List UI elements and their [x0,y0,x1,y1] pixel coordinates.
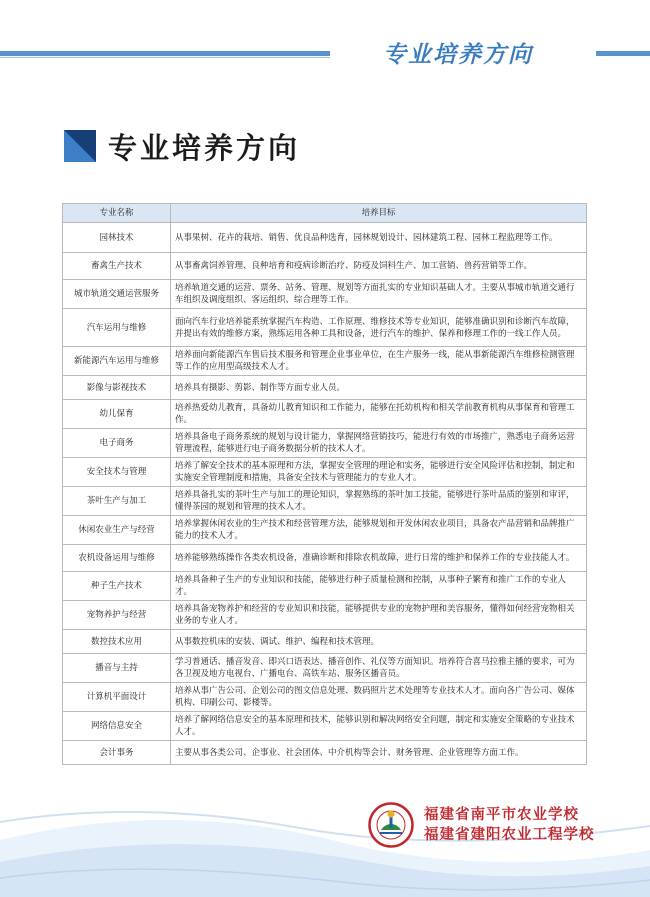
training-goal-cell: 培养具备电子商务系统的规划与设计能力，掌握网络营销技巧，能进行有效的市场推广，熟悉电子商务运营管理流程，能够进行电子商务数据分析的技术人才。 [171,429,587,458]
major-name-cell: 计算机平面设计 [63,683,171,712]
major-name-cell: 会计事务 [63,741,171,765]
major-name-cell: 宠物养护与经营 [63,601,171,630]
training-goal-cell: 从事果树、花卉的栽培、销售、优良品种选育，园林规划设计、园林建筑工程、园林工程监理等工作。 [171,223,587,253]
training-goal-cell: 从事数控机床的安装、调试、维护、编程和技术管理。 [171,630,587,654]
major-name-cell: 园林技术 [63,223,171,253]
major-name-cell: 安全技术与管理 [63,458,171,487]
table-row [63,712,587,741]
header-training-goal: 培养目标 [171,204,587,223]
table-row [63,280,587,309]
table-row [63,601,587,630]
table-row [63,516,587,545]
table-row [63,253,587,280]
table-row [63,654,587,683]
training-goal-cell: 培养具有摄影、剪影、制作等方面专业人员。 [171,376,587,400]
table-row [63,309,587,347]
table-row [63,400,587,429]
major-name-cell: 茶叶生产与加工 [63,487,171,516]
major-name-cell: 影像与影视技术 [63,376,171,400]
training-goal-cell: 培养具备宠物养护和经营的专业知识和技能，能够提供专业的宠物护理和美容服务，懂得如何经营宠物相关业务的专业人才。 [171,601,587,630]
table-row [63,429,587,458]
header-rule-left-thin [0,57,330,58]
training-goal-cell: 培养了解网络信息安全的基本原理和技术，能够识别和解决网络安全问题，制定和实施安全策略的专业技术人才。 [171,712,587,741]
training-goal-cell: 培养热爱幼儿教育，具备幼儿教育知识和工作能力，能够在托幼机构和相关学前教育机构从事保育和管理工作。 [171,400,587,429]
table-header-row [63,204,587,223]
school-name-secondary: 福建省建阳农业工程学校 [424,826,595,843]
training-goal-cell: 培养掌握休闲农业的生产技术和经营管理方法，能够规划和开发休闲农业项目，具备农产品营销和品牌推广能力的技术人才。 [171,516,587,545]
header-title: 专业培养方向 [383,41,533,68]
school-emblem-icon [368,802,414,848]
table-row [63,487,587,516]
header-major-name: 专业名称 [63,204,171,223]
table-row [63,376,587,400]
title-square-icon [64,130,96,162]
header-rule-right [596,51,650,56]
major-name-cell: 畜禽生产技术 [63,253,171,280]
majors-table [62,203,587,765]
training-goal-cell: 学习普通话、播音发音、即兴口语表达、播音创作、礼仪等方面知识。培养符合喜马拉雅主播的要求，可为各卫视及地方电视台、广播电台、高铁车站、服务区播音员。 [171,654,587,683]
page-title: 专业培养方向 [108,131,301,165]
major-name-cell: 数控技术应用 [63,630,171,654]
major-name-cell: 电子商务 [63,429,171,458]
training-goal-cell: 培养具备种子生产的专业知识和技能，能够进行种子质量检测和控制，从事种子繁育和推广工作的专业人才。 [171,572,587,601]
major-name-cell: 播音与主持 [63,654,171,683]
table-row [63,223,587,253]
major-name-cell: 城市轨道交通运营服务 [63,280,171,309]
training-goal-cell: 培养能够熟练操作各类农机设备，准确诊断和排除农机故障，进行日常的维护和保养工作的专业技能人才。 [171,545,587,572]
table-row [63,683,587,712]
school-name-primary: 福建省南平市农业学校 [424,806,579,823]
header-rule-left [0,51,330,56]
major-name-cell: 种子生产技术 [63,572,171,601]
table-row [63,741,587,765]
major-name-cell: 幼儿保育 [63,400,171,429]
table-row [63,458,587,487]
training-goal-cell: 面向汽车行业培养能系统掌握汽车构造、工作原理、维修技术等专业知识，能够准确识别和诊断汽车故障，并提出有效的维修方案，熟练运用各种工具和设备，进行汽车的维护、保养和修理工作的一线工作人员。 [171,309,587,347]
table-row [63,347,587,376]
major-name-cell: 休闲农业生产与经营 [63,516,171,545]
major-name-cell: 网络信息安全 [63,712,171,741]
major-name-cell: 新能源汽车运用与维修 [63,347,171,376]
table-row [63,545,587,572]
major-name-cell: 农机设备运用与维修 [63,545,171,572]
training-goal-cell: 培养从事广告公司、企划公司的图文信息处理、数码照片艺术处理等专业技术人才。面向各广告公司、媒体机构、印刷公司、影楼等。 [171,683,587,712]
major-name-cell: 汽车运用与维修 [63,309,171,347]
table-row [63,572,587,601]
training-goal-cell: 培养具备扎实的茶叶生产与加工的理论知识，掌握熟练的茶叶加工技能，能够进行茶叶品质的鉴别和审评，懂得茶园的规划和管理的技术人才。 [171,487,587,516]
table-row [63,630,587,654]
training-goal-cell: 培养了解安全技术的基本原理和方法，掌握安全管理的理论和实务，能够进行安全风险评估和控制，制定和实施安全管理制度和措施，具备安全技术与管理能力的专业人才。 [171,458,587,487]
training-goal-cell: 从事畜禽饲养管理、良种培育和疫病诊断治疗、防疫及饲料生产、加工营销、兽药营销等工作。 [171,253,587,280]
training-goal-cell: 培养面向新能源汽车售后技术服务和管理企业事业单位，在生产服务一线，能从事新能源汽车维修检测管理等工作的应用型高级技术人才。 [171,347,587,376]
training-goal-cell: 主要从事各类公司、企事业、社会团体、中介机构等会计、财务管理、企业管理等方面工作。 [171,741,587,765]
training-goal-cell: 培养轨道交通的运营、票务、站务、管理、规划等方面扎实的专业知识基础人才。主要从事城市轨道交通行车组织及调度组织、客运组织、综合理等工作。 [171,280,587,309]
